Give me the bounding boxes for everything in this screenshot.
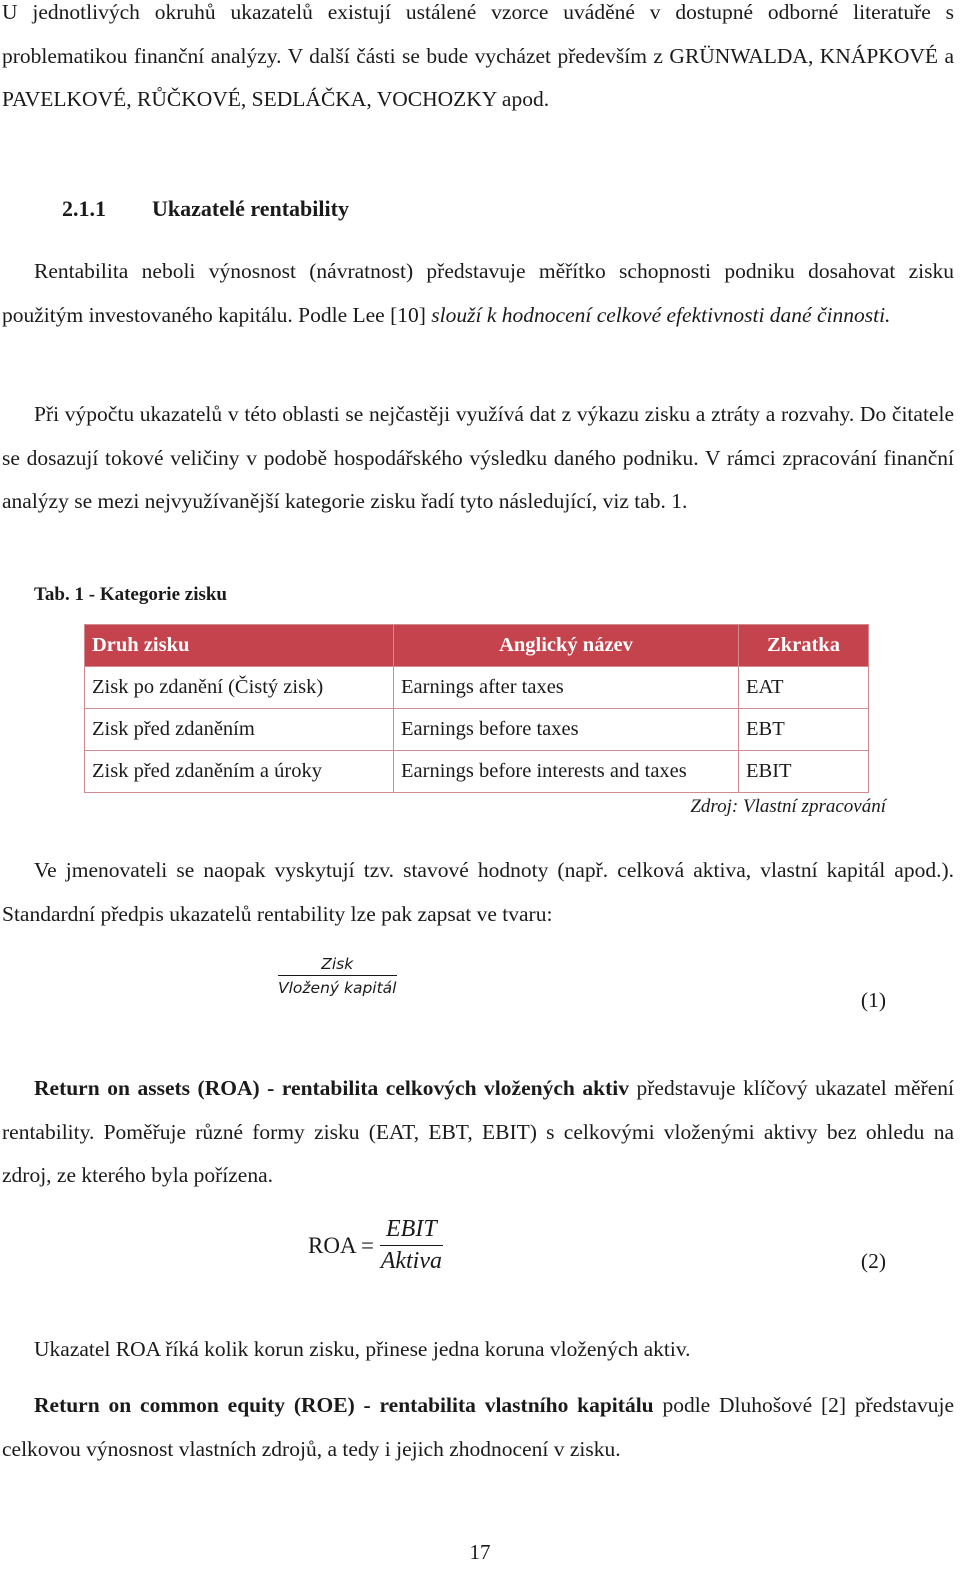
table-cell: Zisk před zdaněním a úroky — [85, 751, 394, 793]
formula-1 — [278, 955, 397, 997]
table-cell: Zisk po zdanění (Čistý zisk) — [85, 667, 394, 709]
rentability-paragraph — [2, 250, 954, 337]
formula-2-numerator: EBIT — [380, 1216, 443, 1246]
formula-1-numerator: Zisk — [278, 955, 397, 976]
header-cell: Druh zisku — [85, 625, 394, 667]
table-cell: Earnings before interests and taxes — [394, 751, 739, 793]
table-header-row — [85, 625, 869, 667]
roe-term: Return on common equity (ROE) - rentabilita vlastního kapitálu — [34, 1393, 654, 1417]
table-caption: Tab. 1 - Kategorie zisku — [34, 584, 227, 605]
equation-number-2: (2) — [860, 1249, 886, 1273]
formula-2-lhs: ROA = — [308, 1232, 375, 1258]
header-cell: Zkratka — [739, 625, 869, 667]
calculation-text: Při výpočtu ukazatelů v této oblasti se nejčastěji využívá dat z výkazu zisku a ztráty a rozvahy. Do čitatele se dosazují tokové veličiny v podobě hospodářského výsledku daného podniku. V rámci zpracování finanční analýzy se mezi nejvyužívanější kategorie zisku řadí tyto následující, viz tab. 1. — [2, 402, 954, 513]
table-cell: Zisk před zdaněním — [85, 709, 394, 751]
profit-categories-table — [84, 624, 869, 793]
table-row — [85, 709, 869, 751]
roa-text: představuje klíčový ukazatel měření rentability. Poměřuje různé formy zisku (EAT, EBT, EBIT) s celkovými vloženými aktivy bez ohledu na zdroj, ze kterého byla pořízena. — [2, 1076, 954, 1187]
section-number: 2.1.1 — [62, 196, 106, 221]
section-heading — [62, 196, 349, 222]
formula-2-denominator: Aktiva — [380, 1248, 442, 1274]
denominator-paragraph — [2, 849, 954, 936]
table-row — [85, 667, 869, 709]
table-cell: EBT — [739, 709, 869, 751]
table-source: Zdroj: Vlastní zpracování — [690, 796, 886, 817]
roa-paragraph — [2, 1067, 954, 1198]
page-number: 17 — [469, 1540, 491, 1564]
table-cell: EBIT — [739, 751, 869, 793]
formula-2-fraction — [380, 1216, 443, 1275]
intro-text: U jednotlivých okruhů ukazatelů existují ustálené vzorce uváděné v dostupné odborné literatuře s problematikou finanční analýzy. V další části se bude vycházet především z GRÜNWALDA, KNÁPKOVÉ a PAVELKOVÉ, RŮČKOVÉ, SEDLÁČKA, VOCHOZKY apod. — [2, 0, 954, 111]
calculation-paragraph — [2, 393, 954, 524]
equation-number-1: (1) — [860, 988, 886, 1012]
rentability-text: Rentabilita neboli výnosnost (návratnost) představuje měřítko schopnosti podniku dosahovat zisku použitým investovaného kapitálu. Podle Lee [10] — [2, 259, 954, 327]
table-cell: Earnings before taxes — [394, 709, 739, 751]
section-title: Ukazatelé rentability — [152, 196, 349, 221]
rentability-quote: slouží k hodnocení celkové efektivnosti dané činnosti. — [431, 302, 891, 327]
roa-explanation-paragraph — [2, 1328, 954, 1372]
header-cell: Anglický název — [394, 625, 739, 667]
table-row — [85, 751, 869, 793]
roe-text: podle Dluhošové [2] představuje celkovou výnosnost vlastních zdrojů, a tedy i jejich zhodnocení v zisku. — [2, 1393, 954, 1461]
roe-paragraph — [2, 1384, 954, 1471]
denominator-text: Ve jmenovateli se naopak vyskytují tzv. stavové hodnoty (např. celková aktiva, vlastní kapitál apod.). Standardní předpis ukazatelů rentability lze pak zapsat ve tvaru: — [2, 858, 954, 926]
roa-term: Return on assets (ROA) - rentabilita celkových vložených aktiv — [34, 1076, 629, 1100]
roa-explanation-text: Ukazatel ROA říká kolik korun zisku, přinese jedna koruna vložených aktiv. — [34, 1337, 691, 1361]
intro-paragraph — [2, 0, 954, 122]
table-cell: Earnings after taxes — [394, 667, 739, 709]
table-cell: EAT — [739, 667, 869, 709]
formula-2 — [308, 1216, 443, 1275]
formula-1-denominator: Vložený kapitál — [278, 979, 397, 997]
